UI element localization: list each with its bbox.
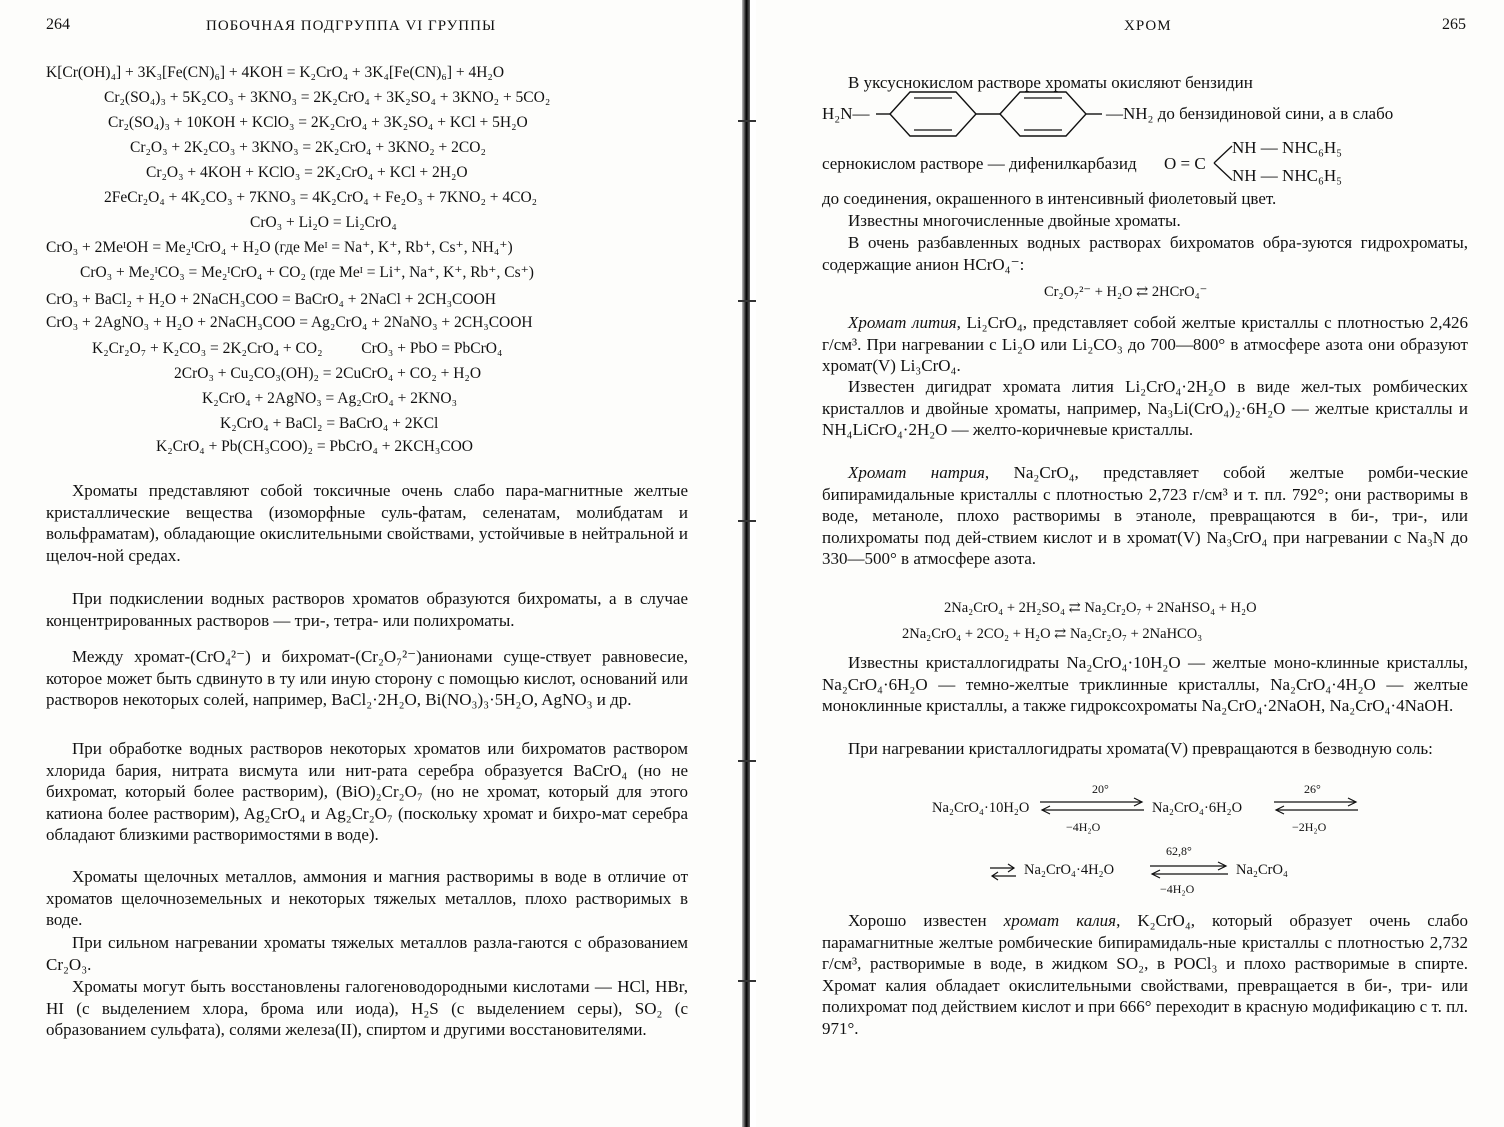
- term: хромат калия: [1003, 911, 1117, 930]
- equation: K₂CrO₄ + Pb(CH₃COO)₂ = PbCrO₄ + 2KCH₃COO: [156, 438, 474, 455]
- paragraph: В очень разбавленных водных растворах бихроматов обра-зуются гидрохроматы, содержащие анион HCrO₄⁻:: [822, 233, 1468, 274]
- term: Хромат натрия: [848, 463, 985, 482]
- equation: CrO₃ + 2MeᴵOH = Me₂ᴵCrO₄ + H₂O (где Meᴵ = Na⁺, K⁺, Rb⁺, Cs⁺, NH₄⁺): [46, 239, 513, 256]
- paragraph: Хромат натрия, Na₂CrO₄, представляет собой желтые ромби-ческие бипирамидальные кристаллы с плотностью 2,723 г/см³ и т. пл. 792°; они растворимы в воде, метаноле, плохо растворимы в этаноле, превращаются в би-, три-, или полихроматы под дей-ствием кислот и в хромат(V) Na₃CrO₄ при нагревании с Na₃N до 330—500° в атмосфере азота.: [822, 463, 1468, 569]
- equation: K₂Cr₂O₇ + K₂CO₃ = 2K₂CrO₄ + CO₂ CrO₃ + PbO = PbCrO₄: [92, 340, 503, 357]
- equation: Cr₂O₇²⁻ + H₂O ⇄ 2HCrO₄⁻: [1044, 284, 1208, 300]
- carbazide-bonds: [1212, 140, 1234, 186]
- paragraph: Хромат лития, Li₂CrO₄, представляет собой желтые кристаллы с плотностью 2,426 г/см³. При нагревании с Li₂O или Li₂CO₃ до 700—800° в атмосфере азота они образуют хромат(V) Li₃CrO₄.: [822, 313, 1468, 376]
- benzidine-left: H₂N—: [822, 104, 870, 123]
- paragraph: При обработке водных растворов некоторых хроматов или бихроматов раствором хлорида бария, нитрата висмута или нит-рата серебра образуется BaCrO₄ (но не бихромат, который более растворим), (BiO)₂Cr₂O₇ (но не хромат, который для этого катиона более растворим), Ag₂CrO₄ и Ag₂Cr₂O₇ (поскольку хромат и бихро-мат серебра обладают близкими растворимостями в воде).: [46, 739, 688, 845]
- equilibrium-arrow: [1148, 860, 1230, 880]
- carbazide-top: NH — NHC₆H₅: [1232, 138, 1343, 157]
- species: Na₂CrO₄·10H₂O: [932, 800, 1030, 816]
- equation: 2CrO₃ + Cu₂CO₃(OH)₂ = 2CuCrO₄ + CO₂ + H₂O: [174, 365, 482, 382]
- page-number: 264: [46, 16, 70, 33]
- book-gutter: [736, 0, 758, 1127]
- running-head: ХРОМ: [1124, 18, 1172, 34]
- paragraph: Хроматы щелочных металлов, аммония и магния растворимы в воде в отличие от хроматов щелочноземельных и некоторых тяжелых металлов, плохо растворимых в воде.: [46, 867, 688, 930]
- running-head: ПОБОЧНАЯ ПОДГРУППА VI ГРУППЫ: [206, 18, 497, 34]
- equation: CrO₃ + 2AgNO₃ + H₂O + 2NaCH₃COO = Ag₂CrO₄ + 2NaNO₃ + 2CH₃COOH: [46, 314, 533, 331]
- benzidine-structure: [876, 86, 1102, 142]
- paragraph: Известен дигидрат хромата лития Li₂CrO₄·2H₂O в виде жел-тых ромбических кристаллов и двойные хроматы, например, Na₃Li(CrO₄)₂·6H₂O — желтые кристаллы и NH₄LiCrO₄·2H₂O — желто-коричневые кристаллы.: [822, 377, 1468, 440]
- equation: 2FeCr₂O₄ + 4K₂CO₃ + 7KNO₃ = 4K₂CrO₄ + Fe₂O₃ + 7KNO₂ + 4CO₂: [104, 189, 538, 206]
- benzidine-right: —NH₂ до бензидиновой сини, а в слабо: [1106, 104, 1394, 123]
- paragraph: Между хромат-(CrO₄²⁻) и бихромат-(Cr₂O₇²⁻)анионами суще-ствует равновесие, которое может быть сдвинуто в ту или иную сторону с помощью кислот, оснований или растворов некоторых солей, например, BaCl₂·2H₂O, Bi(NO₃)₃·5H₂O, AgNO₃ и др.: [46, 647, 688, 710]
- arrow-label-bottom: −4H₂O: [1160, 882, 1195, 896]
- equation: Cr₂(SO₄)₃ + 5K₂CO₃ + 3KNO₃ = 2K₂CrO₄ + 3K₂SO₄ + 3KNO₂ + 5CO₂: [104, 89, 551, 106]
- paragraph: При сильном нагревании хроматы тяжелых металлов разла-гаются с образованием Cr₂O₃.: [46, 933, 688, 974]
- page-number: 265: [1442, 16, 1466, 33]
- paragraph: При подкислении водных растворов хроматов образуются бихроматы, а в случае концентрированных растворов — три-, тетра- или полихроматы.: [46, 589, 688, 630]
- equilibrium-arrow: [988, 862, 1018, 882]
- term: Хромат лития: [848, 313, 957, 332]
- equation: Cr₂O₃ + 4KOH + KClO₃ = 2K₂CrO₄ + KCl + 2H₂O: [146, 164, 468, 181]
- paragraph-line: сернокислом растворе — дифенилкарбазид: [822, 154, 1137, 173]
- equilibrium-arrow: [1272, 796, 1360, 816]
- arrow-label-top: 20°: [1092, 782, 1109, 796]
- paragraph: В уксуснокислом растворе хроматы окисляют бензидин: [848, 73, 1253, 92]
- equation: K[Cr(OH)₄] + 3K₃[Fe(CN)₆] + 4KOH = K₂CrO₄ + 3K₄[Fe(CN)₆] + 4H₂O: [46, 64, 505, 81]
- paragraph: При нагревании кристаллогидраты хромата(V) превращаются в безводную соль:: [848, 739, 1433, 758]
- equation: K₂CrO₄ + BaCl₂ = BaCrO₄ + 2KCl: [220, 415, 439, 432]
- equation: Cr₂(SO₄)₃ + 10KOH + KClO₃ = 2K₂CrO₄ + 3K₂SO₄ + KCl + 5H₂O: [108, 114, 528, 131]
- left-page: [0, 0, 748, 1127]
- equation: Cr₂O₃ + 2K₂CO₃ + 3KNO₃ = 2K₂CrO₄ + 3KNO₂ + 2CO₂: [130, 139, 486, 156]
- equation: 2Na₂CrO₄ + 2H₂SO₄ ⇄ Na₂Cr₂O₇ + 2NaHSO₄ + H₂O: [944, 600, 1257, 616]
- arrow-label-top: 62,8°: [1166, 844, 1192, 858]
- arrow-label-top: 26°: [1304, 782, 1321, 796]
- arrow-label-bottom: −2H₂O: [1292, 820, 1327, 834]
- equation: K₂CrO₄ + 2AgNO₃ = Ag₂CrO₄ + 2KNO₃: [202, 390, 457, 407]
- paragraph: Хроматы представляют собой токсичные очень слабо пара-магнитные желтые кристаллические вещества (изоморфные суль-фатам, селенатам, молибдатам и вольфраматам), обладающие окислительными свойствами, устойчивые в нейтральной и щелоч-ной средах.: [46, 481, 688, 565]
- species: Na₂CrO₄·6H₂O: [1152, 800, 1243, 816]
- equilibrium-arrow: [1038, 796, 1146, 816]
- paragraph: Известны многочисленные двойные хроматы.: [848, 211, 1181, 230]
- paragraph: Известны кристаллогидраты Na₂CrO₄·10H₂O — желтые моно-клинные кристаллы, Na₂CrO₄·6H₂O — темно-желтые триклинные кристаллы, Na₂CrO₄·4H₂O — желтые моноклинные кристаллы, а также гидроксохроматы Na₂CrO₄·2NaOH, Na₂CrO₄·4NaOH.: [822, 653, 1468, 716]
- paragraph-line: до соединения, окрашенного в интенсивный фиолетовый цвет.: [822, 189, 1277, 208]
- equation: CrO₃ + BaCl₂ + H₂O + 2NaCH₃COO = BaCrO₄ + 2NaCl + 2CH₃COOH: [46, 291, 496, 308]
- equation: CrO₃ + Me₂ᴵCO₃ = Me₂ᴵCrO₄ + CO₂ (где Meᴵ = Li⁺, Na⁺, K⁺, Rb⁺, Cs⁺): [80, 264, 534, 281]
- species: Na₂CrO₄: [1236, 862, 1288, 878]
- carbazide-bottom: NH — NHC₆H₅: [1232, 166, 1343, 185]
- paragraph: Хроматы могут быть восстановлены галогеноводородными кислотами — HCl, HBr, HI (с выделением хлора, брома или иода), H₂S (с выделением серы), SO₂ (с образованием сульфата), солями железа(II), спиртом и другими восстановителями.: [46, 977, 688, 1040]
- arrow-label-bottom: −4H₂O: [1066, 820, 1101, 834]
- equation: 2Na₂CrO₄ + 2CO₂ + H₂O ⇄ Na₂Cr₂O₇ + 2NaHCO₃: [902, 626, 1203, 642]
- carbazide-prefix: O = C: [1164, 154, 1206, 173]
- paragraph: Хорошо известен хромат калия, K₂CrO₄, который образует очень слабо парамагнитные желтые ромбические бипирамидаль-ные кристаллы с плотностью 2,732 г/см³, растворимые в воде, в жидком SO₂, в POCl₃ и плохо растворимые в спирте. Хромат калия обладает окислительными свойствами, превращается в би-, три- или полихромат под действием кислот и при 666° переходит в красную модификацию с т. пл. 971°.: [822, 911, 1468, 1038]
- equation: CrO₃ + Li₂O = Li₂CrO₄: [250, 214, 397, 231]
- right-page: [756, 0, 1504, 1127]
- species: Na₂CrO₄·4H₂O: [1024, 862, 1115, 878]
